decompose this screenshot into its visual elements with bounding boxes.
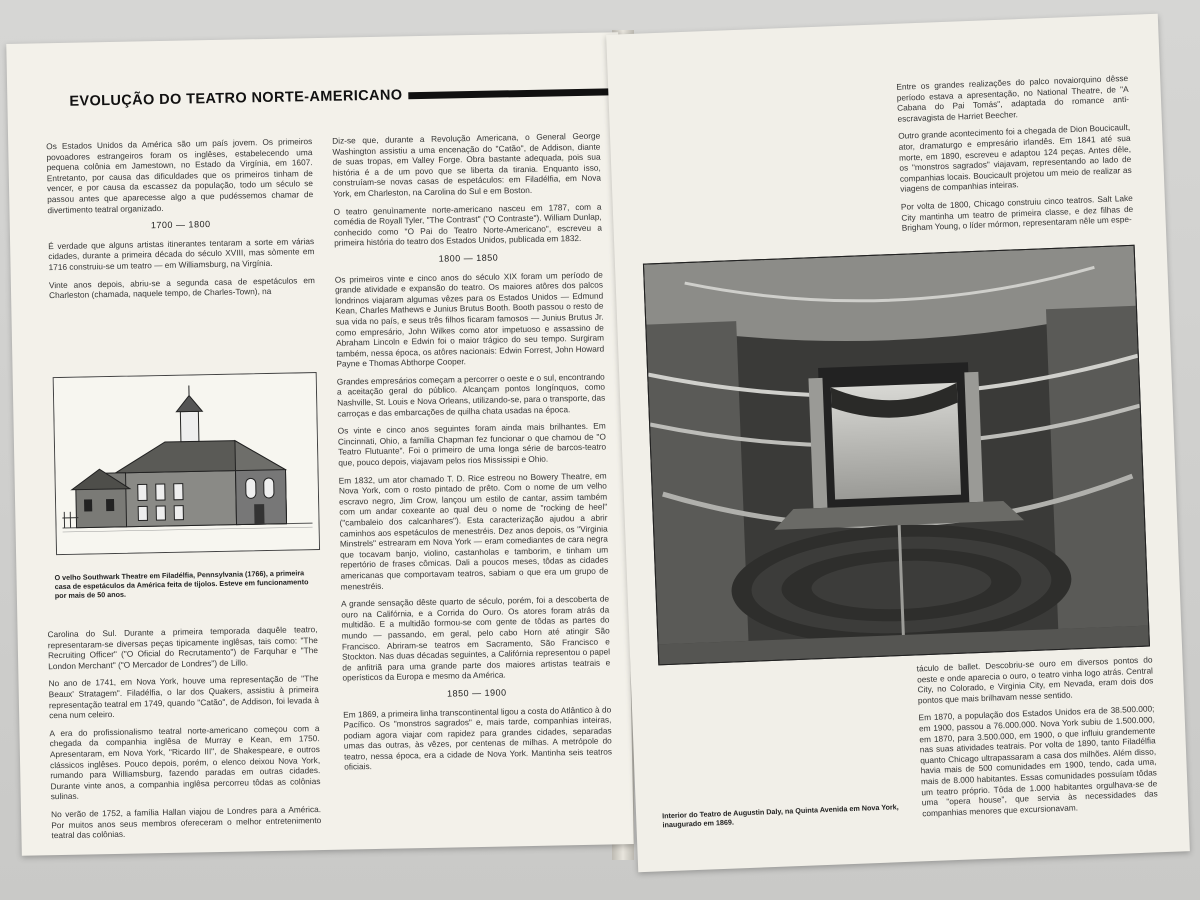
paragraph: Em 1869, a primeira linha transcontinental ligou a costa do Atlântico à do Pacífico. Os "monstros sagrados" e, mais tarde, companhias inteiras, podiam agora viajar com rapidez para grandes cidades, separadas umas das outras, às vêzes, por centenas de milhas. A metrópole do teatro, nessa época, era a cidade de Nova York. Mantinha seis teatros oficiais. [343, 703, 613, 773]
paragraph: Por volta de 1800, Chicago construiu cinco teatros. Salt Lake City mantinha um teatro de primeira classe, e dez filhas de Brigham Young, o líder mórmon, representaram nêle um espe- [900, 192, 1134, 233]
paragraph: No ano de 1741, em Nova York, houve uma representação de "The Beaux' Stratagem". Filadélfia, o lar dos Quakers, assistiu à primeira representação teatral em 1749, quando "Catão", de Addison, foi levada à cena num celeiro. [48, 673, 320, 721]
paragraph: Os primeiros vinte e cinco anos do século XIX foram um período de grande atividade e expansão do teatro. Os maiores atôres dos palcos londrinos viajaram algumas vêzes para os Estados Unidos — Edmund Kean, Charles Mathews e Junius Brutus Booth. Booth passou o resto de sua vida no país, e seus três filhos ficaram famosos — Junius Brutus Jr. como empresário, John Wilkes como ator impetuoso e assassino de Abraham Lincoln e Edwin foi o maior trágico do seu tempo. Surgiram também, nessa época, os atôres nacionais: Edwin Forrest, John Howard Payne e Thomas Abthorpe Cooper. [334, 269, 605, 369]
paragraph: táculo de ballet. Descobriu-se ouro em diversos pontos do oeste e onde aparecia o ouro, o teatro vinha logo atrás. Central City, no Colorado, e Virginia City, em Nevada, eram dois dos pontos que mais brilhavam nesse sentido. [916, 654, 1154, 706]
paragraph: Entre os grandes realizações do palco novaiorquino dêsse período estava a apresentação, no National Theatre, de "A Cabana do Pai Tomás", adaptada do romance anti-escravagista de Harriet Beecher. [896, 72, 1130, 124]
paragraph: Os vinte e cinco anos seguintes foram ainda mais brilhantes. Em Cincinnati, Ohio, a família Chapman fez funcionar o que chamou de "O Teatro Flutuante". Foi o primeiro de uma longa série de barcos-teatro que, pouco depois, viajavam pelos rios Mississipi e Ohio. [337, 420, 607, 468]
left-column-1 [46, 136, 315, 308]
page-title: EVOLUÇÃO DO TEATRO NORTE-AMERICANO [69, 87, 403, 110]
right-page [606, 14, 1190, 873]
paragraph: Os Estados Unidos da América são um país jovem. Os primeiros povoadores estrangeiros foram os inglêses, estabelecendo uma pequena colônia em Jamestown, no Estado da Virgínia, em 1607. Entretanto, por causa das dificuldades que os primeiros tinham de vencer, e por causa da escassez da população, todo um século se passou antes que aparecesse algo a que pudéssemos chamar de divertimento teatral organizado. [46, 136, 314, 215]
paragraph: Vinte anos depois, abriu-se a segunda casa de espetáculos em Charleston (chamada, naquele tempo, de Charles-Town), na [48, 274, 315, 301]
paragraph: A grande sensação dêste quarto de século, porém, foi a descoberta de ouro na Califórnia, e a Corrida do Ouro. Os atores foram atrás da multidão. E a multidão formou-se com gente de tôdas as partes do mundo — passando, em geral, pelo cabo Horn até atingir São Francisco. Abriram-se teatros em Sacramento, São Francisco e Stockton. Nas duas décadas seguintes, a Califórnia representou o papel de anfitriã para uma grande parte dos maiores artistas teatrais e operísticos da Europa e mesmo da América. [340, 593, 611, 683]
paragraph: Outro grande acontecimento foi a chegada de Dion Boucicault, ator, dramaturgo e empresário irlandês. Em 1841 até sua morte, em 1890, escreveu e adaptou 124 peças. Antes dêle, os "monstros sagrados" viajavam, representando ao lado de companhias locais. Boucicault projetou um meio de realizar as viagens de companhias inteiras. [898, 122, 1132, 195]
theatre-interior-engraving [643, 245, 1150, 666]
paragraph: A era do profissionalismo teatral norte-americano começou com a chegada da companhia inglêsa de Murray e Kean, em 1750. Apresentaram, em Nova York, "Ricardo III", de Shakespeare, e outros clássicos inglêses. Pouco depois, porém, o elenco deixou Nova York, rumando para Williamsburg, fazendo paradas em outras cidades. Durante vinte anos, a companhia inglêsa percorreu tôdas as colônias sulinas. [49, 722, 321, 802]
section-heading-1850-1900: 1850 — 1900 [446, 687, 507, 699]
left-column-2 [332, 131, 612, 780]
paragraph: Em 1832, um ator chamado T. D. Rice estreou no Bowery Theatre, em Nova York, com o rosto pintado de prêto. Com o nome de um velho escravo negro, Jim Crow, lançou um estilo de cantar, assim também com um andar coxeante ao qual deu o nome de "rocking de heel" ("cambaleio dos calcanhares"). Esta caracterização ajudou a abrir caminhos aos espetáculos de menestréis. Dez anos depois, os "Virginia Minstrels" estrearam em Nova York — eram comediantes de cara negra que tocavam banjo, violino, castanholas e tamborim, e tinham um repertório de frases cômicas. Dali a poucos meses, tôdas as cidades americanas que comportavam teatros, sabiam o que era um grupo de menestréis. [338, 470, 609, 592]
southwark-caption: O velho Southwark Theatre em Filadélfia, Pennsylvania (1766), a primeira casa de espetáculos da América feita de tijolos. Esteve em funcionamento por mais de 50 anos. [54, 568, 309, 601]
right-column-top [896, 73, 1134, 241]
article-heading [69, 80, 609, 112]
paragraph: Carolina do Sul. Durante a primeira temporada daquêle teatro, representaram-se diversas peças tipicamente inglêsas, tais como: "The Recruiting Officer" ("O Oficial do Recrutamento") de Farquhar e "The London Merchant" ("O Mercador de Londres") de Lillo. [47, 624, 319, 672]
paragraph: Em 1870, a população dos Estados Unidos era de 38.500.000; em 1900, passou a 76.000.000. Nova York subiu de 1.500.000, em 1870, para 3.500.000, em 1900, o que influiu grandemente nas suas atividades teatrais. Por volta de 1890, tanto Filadélfia quanto Chicago ultrapassaram a casa dos milhões. Além disso, havia mais de 500 comunidades em 1900, tendo, cada uma, mais de 8.000 habitantes. Essas comunidades possuíam tôdas um teatro próprio. Tôda de 1.000 habitantes orgulhava-se de uma "opera house", que servia às necessidades das companhias menores que excursionavam. [918, 703, 1158, 819]
left-page [6, 32, 633, 856]
left-column-1-continued [48, 624, 322, 848]
paragraph: Grandes empresários começam a percorrer o oeste e o sul, encontrando a aceitação geral do público. Alcançam pontos longínquos, como Nashville, St. Louis e Nova Orleans, utilizando-se, para o transporte, das carroças e das embarcações de quilha chata usadas na época. [336, 371, 606, 419]
paragraph: O teatro genuìnamente norte-americano nasceu em 1787, com a comédia de Royall Tyler, "The Contrast" ("O Contraste"). William Dunlap, conhecido como "O Pai do Teatro Norte-Americano", escreveu a primeira história do teatro dos Estados Unidos, publicada em 1832. [333, 201, 602, 249]
heading-rule [408, 88, 609, 99]
section-heading-1800-1850: 1800 — 1850 [438, 252, 499, 264]
paragraph: No verão de 1752, a família Hallan viajou de Londres para a América. Por muitos anos seus membros ofereceram o melhor entretenimento teatral das colônias. [50, 803, 322, 841]
section-heading-1700-1800: 1700 — 1800 [150, 219, 211, 231]
daly-theatre-caption: Interior do Teatro de Augustin Daly, na Quinta Avenida em Nova York, inaugurado em 1869. [661, 802, 899, 830]
southwark-theatre-illustration [53, 372, 320, 555]
paragraph: É verdade que alguns artistas itinerantes tentaram a sorte em várias cidades, durante a primeira década do século XVIII, mas sòmente em 1716 construiu-se um teatro — em Williamsburg, na Virgínia. [48, 235, 315, 273]
right-column-bottom [916, 654, 1158, 825]
paragraph: Diz-se que, durante a Revolução Americana, o General George Washington assistiu a uma encenação do "Catão", de Addison, diante de suas tropas, em Valley Forge. Obra bastante adequada, pois sua história é a de um povo que se liberta da tirania. Enquanto isso, construíam-se novas casas de espetáculos: em Filadélfia, em Nova York, em Charleston, na Carolina do Sul e em Boston. [332, 130, 602, 199]
theatre-interior-drawing [644, 246, 1149, 665]
building-drawing [54, 373, 319, 554]
